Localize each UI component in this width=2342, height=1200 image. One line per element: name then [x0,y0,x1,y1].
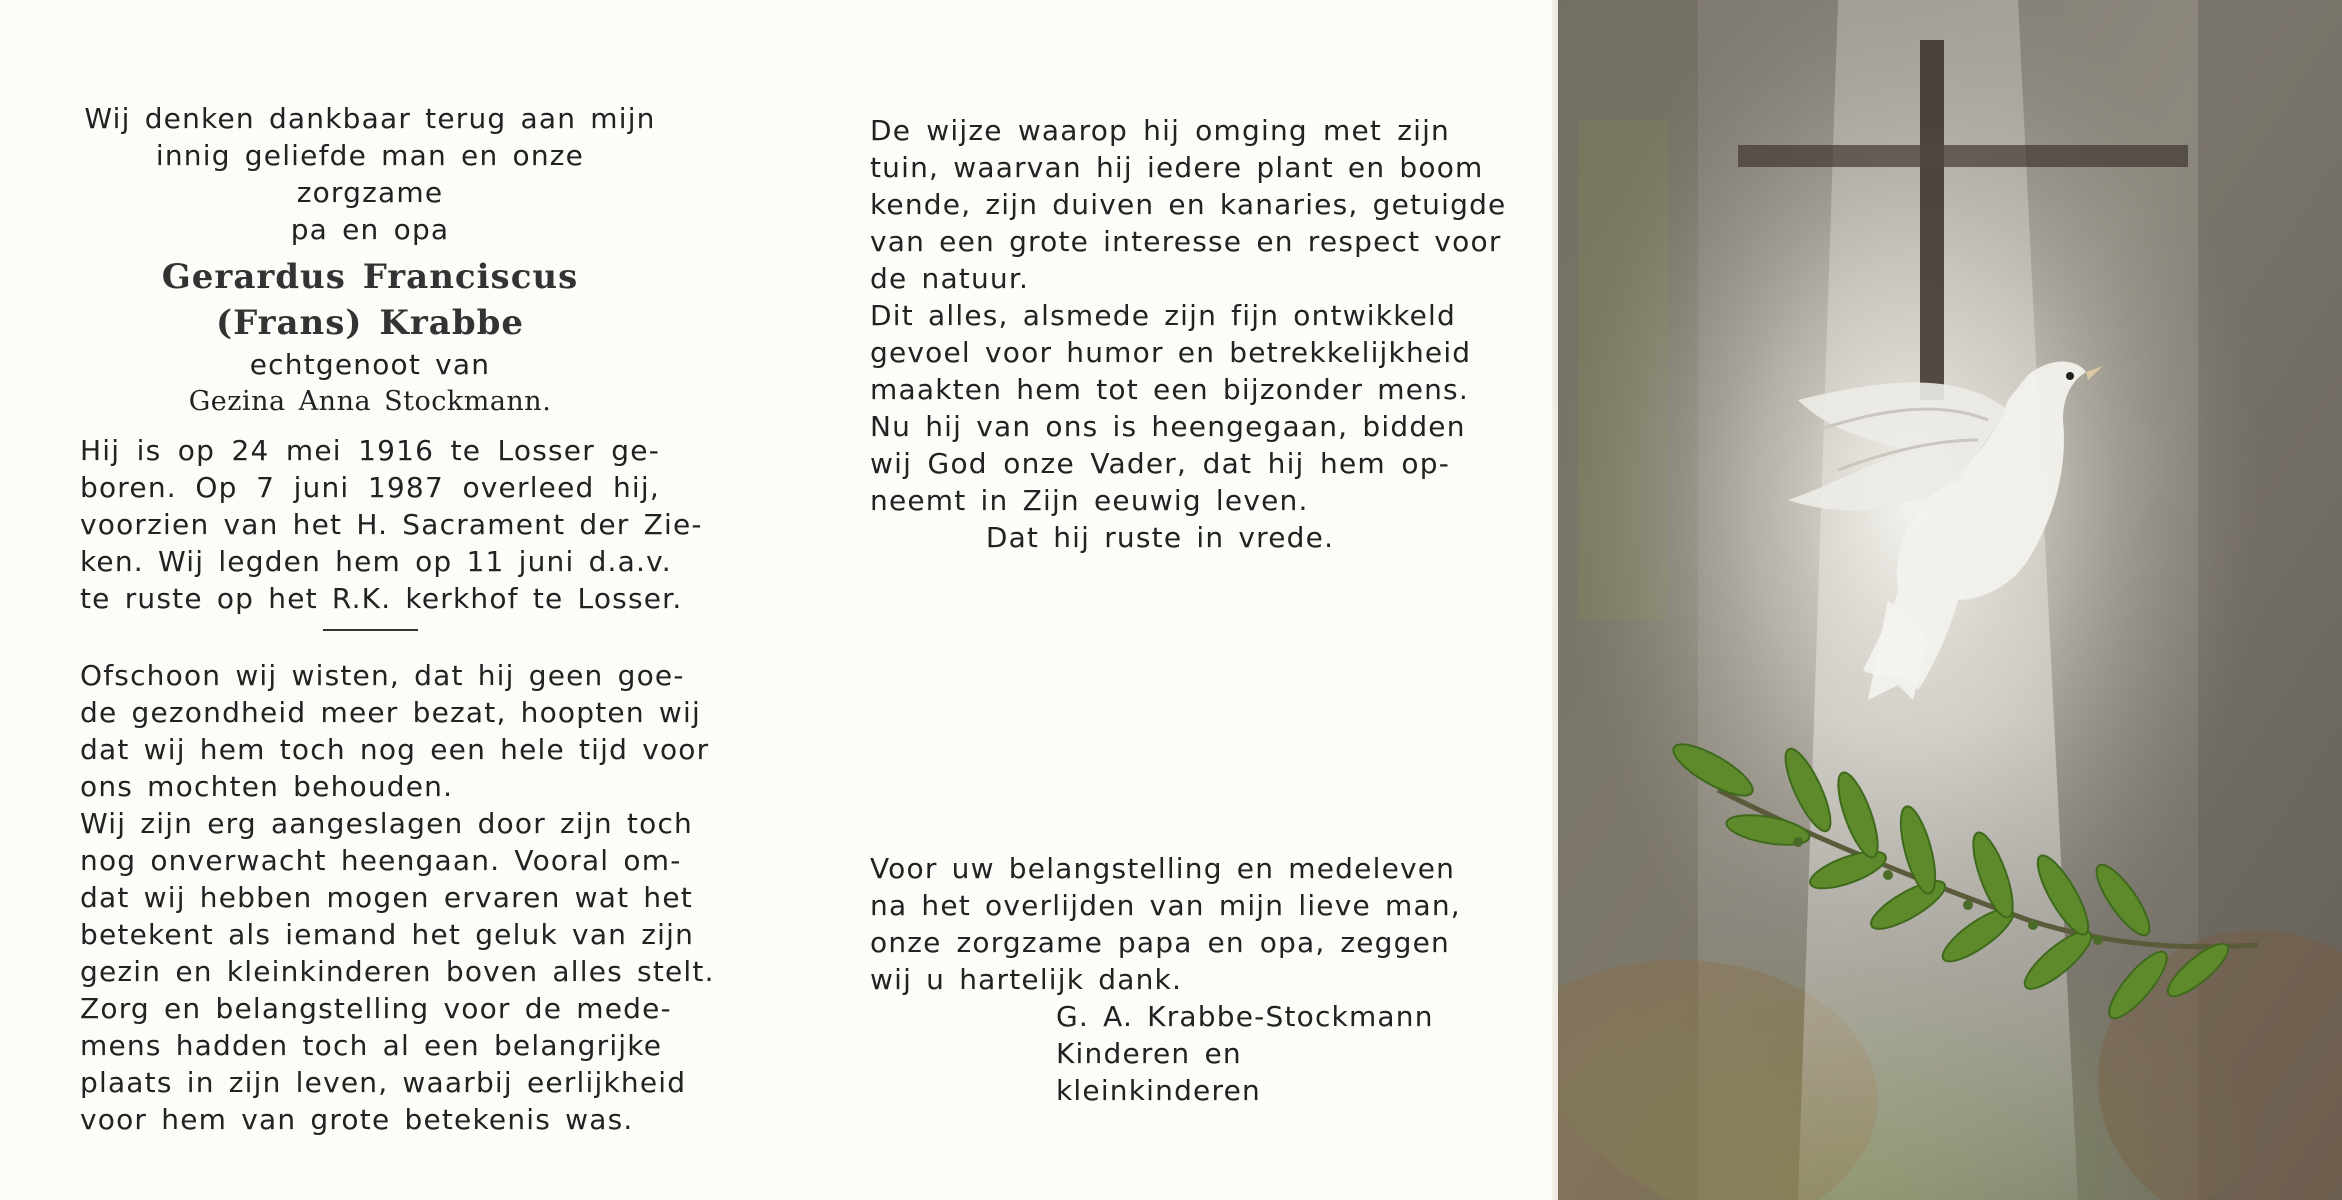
intro-line: Wij denken dankbaar terug aan mijn [84,102,656,135]
text-line: Wij zijn erg aangeslagen door zijn toch [80,807,693,840]
closing-line: Dat hij ruste in vrede. [985,521,1335,554]
intro-text [80,100,660,248]
text-line: wij God onze Vader, dat hij hem op- [870,447,1450,480]
text-line: tuin, waarvan hij iedere plant en boom [870,151,1484,184]
bio-line: voorzien van het H. Sacrament der Zie- [80,508,703,541]
text-line: betekent als iemand het geluk van zijn [80,918,695,951]
cross-dove-illustration [1558,0,2342,1200]
middle-page [870,112,1507,1109]
deceased-name-line-1: Gerardus Franciscus [161,257,579,297]
paragraph-garden [870,112,1507,297]
text-line: mens hadden toch al een belangrijke [80,1029,663,1062]
text-line: gevoel voor humor en betrekkelijkheid [870,336,1472,369]
text-line: maakten hem tot een bijzonder mens. [870,373,1469,406]
text-line: De wijze waarop hij omging met zijn [870,114,1450,147]
text-line: Nu hij van ons is heengegaan, bidden [870,410,1466,443]
signature-family: Kinderen en kleinkinderen [1056,1037,1261,1107]
signature-widow: G. A. Krabbe-Stockmann [1056,1000,1434,1033]
paragraph-loss [80,805,715,990]
intro-line: innig geliefde man en onze zorgzame [155,139,585,209]
text-line: Dit alles, alsmede zijn fijn ontwikkeld [870,299,1456,332]
paragraph-prayer [870,408,1466,519]
intro-line: pa en opa [290,213,450,246]
text-line: Voor uw belangstelling en medeleven [870,852,1456,885]
text-line: dat wij hem toch nog een hele tijd voor [80,733,710,766]
divider-line [323,629,418,631]
text-line: van een grote interesse en respect voor [870,225,1502,258]
deceased-name-line-2: (Frans) Krabbe [215,303,525,343]
text-line: gezin en kleinkinderen boven alles stelt. [80,955,715,988]
paragraph-health [80,657,710,805]
text-line: dat wij hebben mogen ervaren wat het [80,881,693,914]
text-line: ons mochten behouden. [80,770,454,803]
bio-line: te ruste op het R.K. kerkhof te Losser. [80,582,683,615]
text-line: neemt in Zijn eeuwig leven. [870,484,1309,517]
left-page [80,100,715,1138]
paragraph-humor [870,297,1472,408]
text-line: de gezondheid meer bezat, hoopten wij [80,696,701,729]
bio-line: ken. Wij legden hem op 11 juni d.a.v. [80,545,672,578]
bio-line: Hij is op 24 mei 1916 te Losser ge- [80,434,660,467]
bio-line: boren. Op 7 juni 1987 overleed hij, [80,471,660,504]
artwork-panel [1558,0,2342,1200]
text-line: onze zorgzame papa en opa, zeggen [870,926,1450,959]
text-line: de natuur. [870,262,1030,295]
text-line: wij u hartelijk dank. [870,963,1183,996]
text-line: Zorg en belangstelling voor de mede- [80,992,672,1025]
spouse-name: Gezina Anna Stockmann. [188,386,552,417]
thanks-text [870,850,1461,998]
text-line: na het overlijden van mijn lieve man, [870,889,1461,922]
biography [80,432,703,617]
text-line: kende, zijn duiven en kanaries, getuigde [870,188,1507,221]
text-line: voor hem van grote betekenis was. [80,1103,634,1136]
text-line: Ofschoon wij wisten, dat hij geen goe- [80,659,685,692]
paragraph-care [80,990,687,1138]
text-line: plaats in zijn leven, waarbij eerlijkheid [80,1066,687,1099]
spouse-label: echtgenoot van [249,348,491,381]
text-line: nog onverwacht heengaan. Vooral om- [80,844,682,877]
